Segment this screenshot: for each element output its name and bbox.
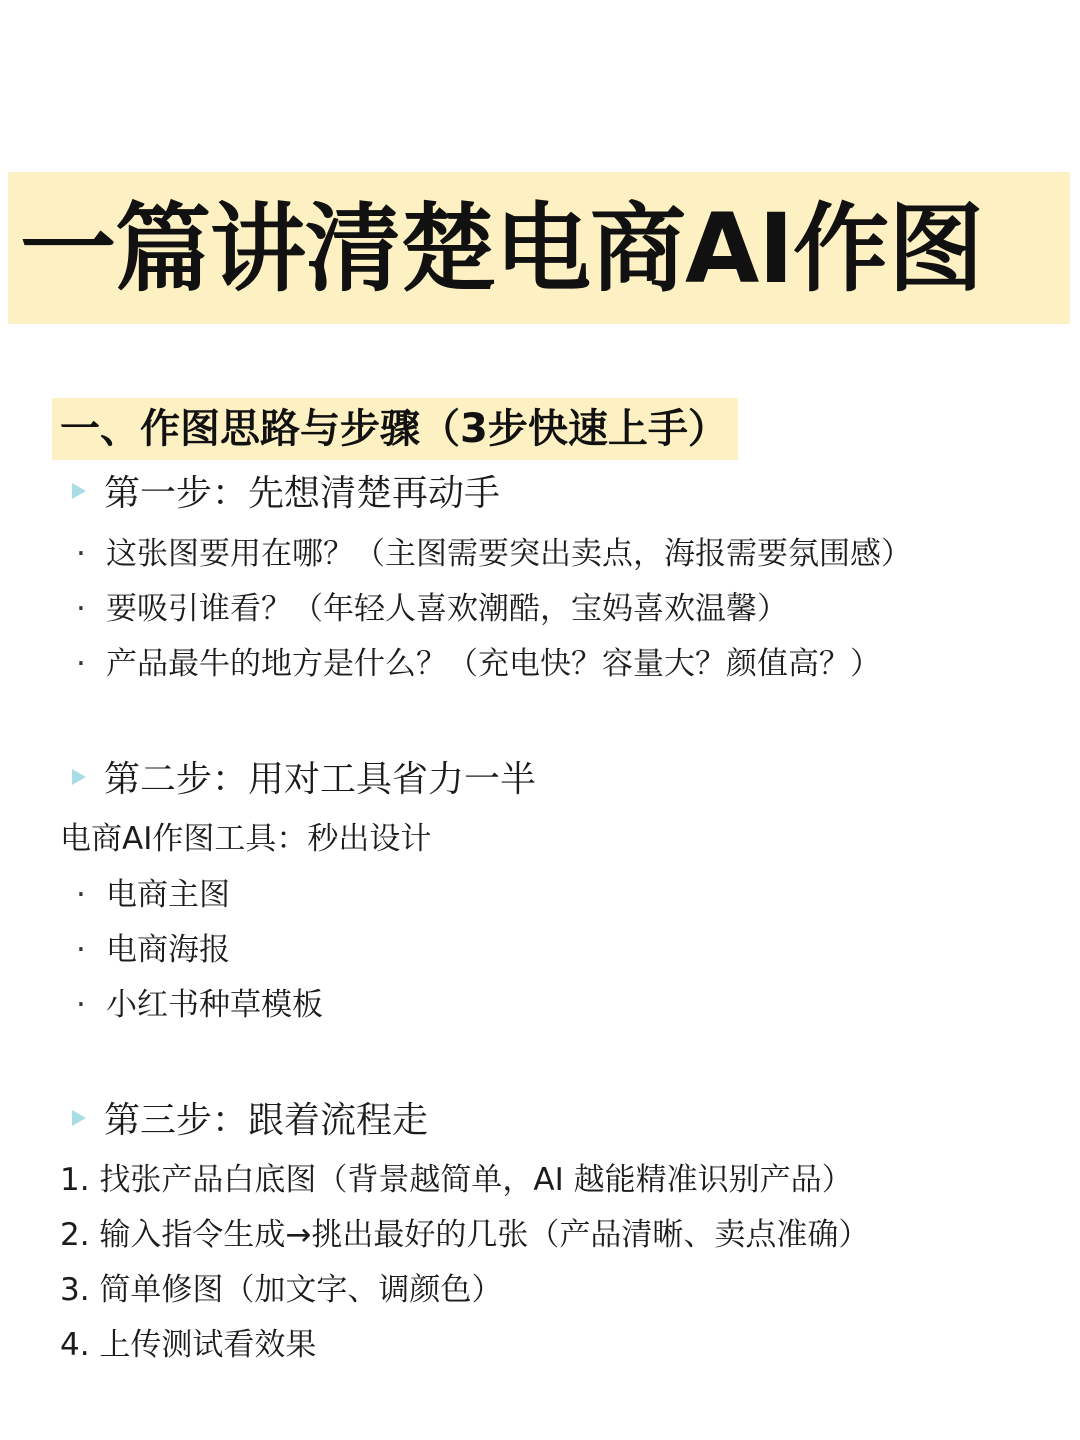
page-title: 一篇讲清楚电商AI作图 — [20, 193, 984, 305]
triangle-bullet-icon — [72, 769, 86, 785]
numbered-item: 2. 输入指令生成→挑出最好的几张（产品清晰、卖点准确） — [60, 1217, 870, 1253]
list-item-text: 要吸引谁看？（年轻人喜欢潮酷，宝妈喜欢温馨） — [106, 591, 788, 627]
step-1-label: 第一步：先想清楚再动手 — [104, 473, 501, 514]
bullet-dot: · — [76, 932, 86, 968]
list-item-text: 小红书种草模板 — [106, 987, 323, 1023]
list-item — [76, 984, 323, 1026]
list-item — [76, 929, 230, 971]
list-item-text: 电商主图 — [106, 877, 230, 913]
step-2-label: 第二步：用对工具省力一半 — [104, 759, 537, 800]
list-item — [76, 874, 230, 916]
bullet-dot: · — [76, 646, 86, 682]
bullet-dot: · — [76, 877, 86, 913]
step-3-label: 第三步：跟着流程走 — [104, 1100, 429, 1141]
list-item-text: 这张图要用在哪？（主图需要突出卖点，海报需要氛围感） — [106, 536, 912, 572]
list-item — [76, 643, 881, 685]
step-2-heading — [72, 756, 536, 804]
section-heading: 一、作图思路与步骤（3步快速上手） — [52, 398, 738, 460]
list-item — [76, 588, 788, 630]
bullet-dot: · — [76, 987, 86, 1023]
numbered-item: 4. 上传测试看效果 — [60, 1327, 317, 1363]
numbered-item: 3. 简单修图（加文字、调颜色） — [60, 1272, 503, 1308]
bullet-dot: · — [76, 536, 86, 572]
step-3-heading — [72, 1097, 428, 1145]
numbered-item: 1. 找张产品白底图（背景越简单，AI 越能精准识别产品） — [60, 1162, 853, 1198]
bullet-dot: · — [76, 591, 86, 627]
step-1-heading — [72, 470, 500, 518]
list-item — [76, 533, 912, 575]
triangle-bullet-icon — [72, 1110, 86, 1126]
list-item-text: 电商海报 — [106, 932, 230, 968]
step-2-intro: 电商AI作图工具：秒出设计 — [60, 821, 432, 857]
list-item-text: 产品最牛的地方是什么？（充电快？容量大？颜值高？） — [106, 646, 881, 682]
triangle-bullet-icon — [72, 483, 86, 499]
